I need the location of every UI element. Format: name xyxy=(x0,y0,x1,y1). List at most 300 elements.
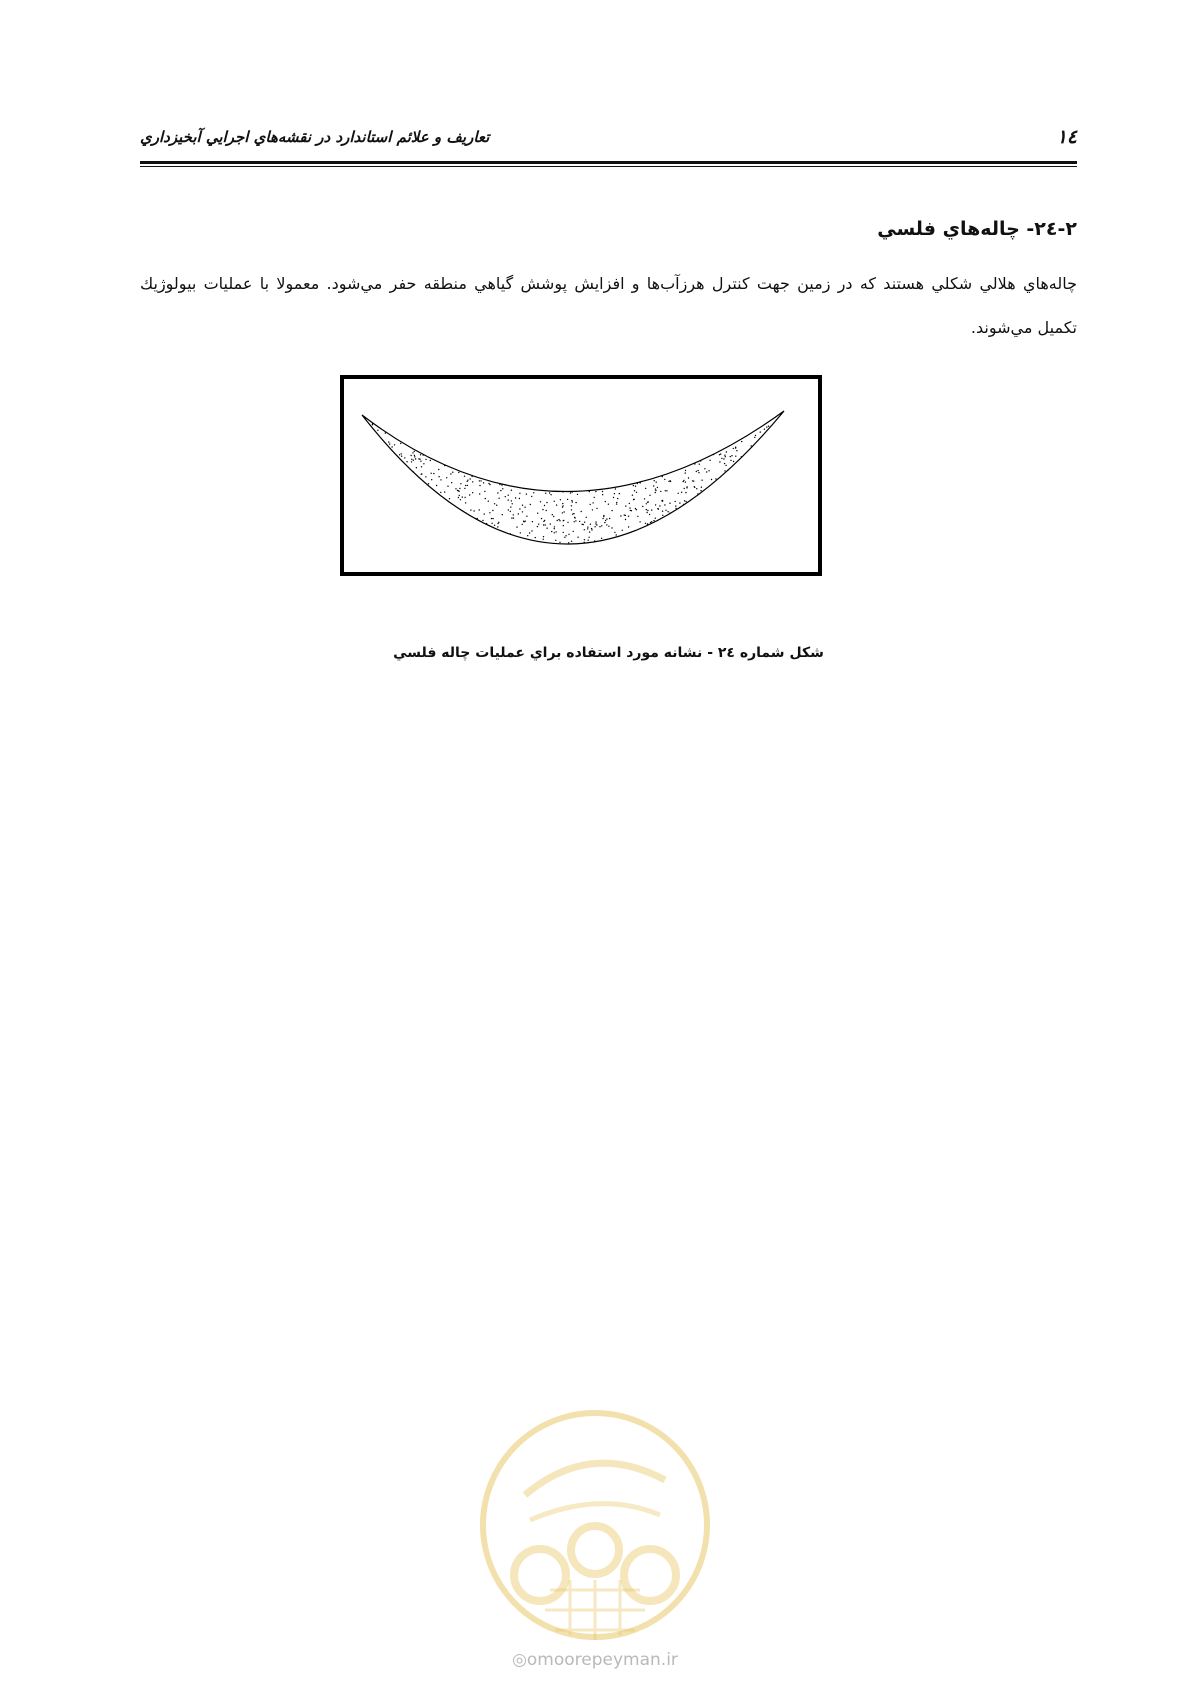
stipple-dot xyxy=(629,507,630,508)
figure-caption: شكل شماره ٢٤ - نشانه مورد استفاده براي عمليات چاله فلسي xyxy=(393,645,824,661)
stipple-dot xyxy=(511,517,512,518)
stipple-dot xyxy=(428,483,429,484)
stipple-dot xyxy=(587,528,588,529)
stipple-dot xyxy=(636,509,637,510)
stipple-dot xyxy=(634,490,635,491)
stipple-dot xyxy=(713,454,714,455)
stipple-dot xyxy=(605,501,606,502)
stipple-dot xyxy=(649,514,650,515)
stipple-dot xyxy=(545,493,546,494)
stipple-dot xyxy=(655,490,656,491)
stipple-dot xyxy=(529,532,530,533)
stipple-dot xyxy=(602,518,603,519)
stipple-dot xyxy=(701,487,702,488)
stipple-dot xyxy=(725,456,726,457)
stipple-dot xyxy=(460,499,461,500)
stipple-dot xyxy=(590,504,591,505)
stipple-dot xyxy=(633,499,634,500)
stipple-dot xyxy=(577,494,578,495)
stipple-dot xyxy=(500,490,501,491)
stipple-dot xyxy=(592,502,593,503)
stipple-dot xyxy=(564,511,565,512)
stipple-dot xyxy=(550,523,551,524)
stipple-dot xyxy=(741,441,742,442)
stipple-dot xyxy=(571,505,572,506)
stipple-dot xyxy=(685,492,686,493)
stipple-dot xyxy=(646,509,647,510)
stipple-dot xyxy=(526,516,527,517)
stipple-dot xyxy=(571,541,572,542)
stipple-dot xyxy=(595,491,596,492)
stipple-dot xyxy=(522,511,523,512)
stipple-dot xyxy=(715,478,716,479)
stipple-dot xyxy=(736,450,737,451)
header-rule-thin xyxy=(140,166,1077,167)
stipple-dot xyxy=(423,454,424,455)
stipple-dot xyxy=(606,524,607,525)
stipple-dot xyxy=(469,494,470,495)
stipple-dot xyxy=(662,511,663,512)
stipple-dot xyxy=(520,532,521,533)
stipple-dot xyxy=(574,517,575,518)
figure-frame xyxy=(342,377,820,574)
stipple-dot xyxy=(553,516,554,517)
stipple-dot xyxy=(592,509,593,510)
stipple-dot xyxy=(733,448,734,449)
stipple-dot xyxy=(751,445,752,446)
stipple-dot xyxy=(615,488,616,489)
stipple-dot xyxy=(646,503,647,504)
stipple-dot xyxy=(559,520,560,521)
stipple-dot xyxy=(684,500,685,501)
stipple-dot xyxy=(616,503,617,504)
stipple-dot xyxy=(497,526,498,527)
stipple-dot xyxy=(664,504,665,505)
stipple-dot xyxy=(496,505,497,506)
stipple-dot xyxy=(438,469,439,470)
stipple-dot xyxy=(570,492,571,493)
stipple-dot xyxy=(419,459,420,460)
stipple-dot xyxy=(657,487,658,488)
stipple-dot xyxy=(527,535,528,536)
stipple-dot xyxy=(730,460,731,461)
stipple-dot xyxy=(511,490,512,491)
stipple-dot xyxy=(556,504,557,505)
stipple-dot xyxy=(635,486,636,487)
stipple-dot xyxy=(726,451,727,452)
stipple-dot xyxy=(462,496,463,497)
stipple-dot xyxy=(438,476,439,477)
stipple-dot xyxy=(589,491,590,492)
stipple-dot xyxy=(511,500,512,501)
stipple-dot xyxy=(572,491,573,492)
stipple-dot xyxy=(505,484,506,485)
stipple-dot xyxy=(479,509,480,510)
stipple-dot xyxy=(730,456,731,457)
stipple-dot xyxy=(584,522,585,523)
stipple-dot xyxy=(451,482,452,483)
stipple-dot xyxy=(595,523,596,524)
stipple-dot xyxy=(554,532,555,533)
stipple-dot xyxy=(648,501,649,502)
stipple-dot xyxy=(647,524,648,525)
stipple-dot xyxy=(571,500,572,501)
stipple-dot xyxy=(431,479,432,480)
stipple-dot xyxy=(425,476,426,477)
stipple-dot xyxy=(735,456,736,457)
stipple-dot xyxy=(568,542,569,543)
stipple-dot xyxy=(720,453,721,454)
stipple-dot xyxy=(460,483,461,484)
stipple-dot xyxy=(484,491,485,492)
stipple-dot xyxy=(649,495,650,496)
stipple-dot xyxy=(465,502,466,503)
stipple-dot xyxy=(697,470,698,471)
stipple-dot xyxy=(472,492,473,493)
stipple-dot xyxy=(554,528,555,529)
stipple-dot xyxy=(515,497,516,498)
stipple-dot xyxy=(562,506,563,507)
stipple-dot xyxy=(471,476,472,477)
stipple-dot xyxy=(562,503,563,504)
stipple-dot xyxy=(518,513,519,514)
stipple-dot xyxy=(575,502,576,503)
stipple-dot xyxy=(479,485,480,486)
stipple-dot xyxy=(532,521,533,522)
stipple-dot xyxy=(494,503,495,504)
stipple-dot xyxy=(554,501,555,502)
stipple-dot xyxy=(563,532,564,533)
stipple-dot xyxy=(628,516,629,517)
stipple-dot xyxy=(473,510,474,511)
stipple-dot xyxy=(538,524,539,525)
stipple-dot xyxy=(391,446,392,447)
stipple-dot xyxy=(572,514,573,515)
stipple-dot xyxy=(754,437,755,438)
stipple-dot xyxy=(499,484,500,485)
stipple-dot xyxy=(431,473,432,474)
stipple-dot xyxy=(535,537,536,538)
stipple-dot xyxy=(678,493,679,494)
stipple-dot xyxy=(694,486,695,487)
stipple-dot xyxy=(564,537,565,538)
stipple-dot xyxy=(685,472,686,473)
stipple-dot xyxy=(581,511,582,512)
stipple-dot xyxy=(485,498,486,499)
stipple-dot xyxy=(505,496,506,497)
stipple-dot xyxy=(657,508,658,509)
stipple-dot xyxy=(449,498,450,499)
stipple-dot xyxy=(470,478,471,479)
omoorepeyman-seal-icon xyxy=(470,1400,720,1650)
stipple-dot xyxy=(573,531,574,532)
stipple-dot xyxy=(502,514,503,515)
stipple-dot xyxy=(545,524,546,525)
stipple-dot xyxy=(606,518,607,519)
stipple-dot xyxy=(555,540,556,541)
stipple-dot xyxy=(482,520,483,521)
stipple-dot xyxy=(683,480,684,481)
running-title: تعاريف و علائم استاندارد در نقشه‌هاي اجرايي آبخيزداري xyxy=(140,128,490,146)
stipple-dot xyxy=(694,463,695,464)
stipple-dot xyxy=(608,526,609,527)
stipple-dot xyxy=(637,516,638,517)
stipple-dot xyxy=(480,480,481,481)
stipple-dot xyxy=(552,514,553,515)
stipple-dot xyxy=(414,455,415,456)
stipple-dot xyxy=(440,492,441,493)
stipple-dot xyxy=(525,521,526,522)
stipple-dot xyxy=(651,521,652,522)
stipple-dot xyxy=(594,497,595,498)
stipple-dot xyxy=(646,512,647,513)
stipple-dot xyxy=(508,499,509,500)
section-heading: ٢-٢٤- چاله‌هاي فلسي xyxy=(877,218,1077,240)
stipple-dot xyxy=(414,451,415,452)
stipple-dot xyxy=(497,523,498,524)
stipple-dot xyxy=(603,515,604,516)
stipple-dot xyxy=(508,509,509,510)
stipple-dot xyxy=(562,491,563,492)
stipple-dot xyxy=(625,515,626,516)
stipple-dot xyxy=(622,530,623,531)
stipple-dot xyxy=(605,520,606,521)
stipple-dot xyxy=(724,470,725,471)
stipple-dot xyxy=(655,518,656,519)
stipple-dot xyxy=(562,505,563,506)
stipple-dot xyxy=(584,542,585,543)
stipple-dot xyxy=(711,479,712,480)
stipple-dot xyxy=(616,502,617,503)
stipple-dot xyxy=(614,493,615,494)
stipple-dot xyxy=(544,520,545,521)
stipple-dot xyxy=(522,505,523,506)
stipple-dot xyxy=(590,524,591,525)
stipple-dot xyxy=(510,511,511,512)
stipple-dot xyxy=(675,501,676,502)
body-paragraph: چاله‌هاي هلالي شكلي هستند كه در زمين جهت كنترل هرزآب‌ها و افزايش پوشش گياهي منطقه حفر مي‌شود. معمولا با عمليات بيولوژيك تكميل مي‌شوند. xyxy=(140,274,1077,337)
stipple-dot xyxy=(543,524,544,525)
stipple-dot xyxy=(588,540,589,541)
stipple-dot xyxy=(662,476,663,477)
stipple-dot xyxy=(755,435,756,436)
stipple-dot xyxy=(526,493,527,494)
stipple-dot xyxy=(619,493,620,494)
stipple-dot xyxy=(479,480,480,481)
stipple-dot xyxy=(421,474,422,475)
stipple-dot xyxy=(489,512,490,513)
stipple-dot xyxy=(513,514,514,515)
stipple-dot xyxy=(735,447,736,448)
stipple-dot xyxy=(401,453,402,454)
stipple-dot xyxy=(696,471,697,472)
stipple-dot xyxy=(488,483,489,484)
stipple-dot xyxy=(636,492,637,493)
stipple-dot xyxy=(635,508,636,509)
stipple-dot xyxy=(519,498,520,499)
stipple-dot xyxy=(377,430,378,431)
stipple-dot xyxy=(523,521,524,522)
stipple-dot xyxy=(683,481,684,482)
stipple-dot xyxy=(420,454,421,455)
stipple-dot xyxy=(724,455,725,456)
stipple-dot xyxy=(551,531,552,532)
stipple-dot xyxy=(546,510,547,511)
stipple-dot xyxy=(645,488,646,489)
stipple-dot xyxy=(675,505,676,506)
stipple-dot xyxy=(491,518,492,519)
stipple-dot xyxy=(562,512,563,513)
stipple-dot xyxy=(685,501,686,502)
stipple-dot xyxy=(599,526,600,527)
stipple-dot xyxy=(467,485,468,486)
stipple-dot xyxy=(731,455,732,456)
stipple-dot xyxy=(502,488,503,489)
stipple-dot xyxy=(557,520,558,521)
stipple-dot xyxy=(768,426,769,427)
stipple-dot xyxy=(388,441,389,442)
stipple-dot xyxy=(602,491,603,492)
stipple-dot xyxy=(594,540,595,541)
stipple-dot xyxy=(630,510,631,511)
stipple-dot xyxy=(660,491,661,492)
stipple-dot xyxy=(498,522,499,523)
stipple-dot xyxy=(444,491,445,492)
stipple-dot xyxy=(721,458,722,459)
stipple-dot xyxy=(414,456,415,457)
stipple-dot xyxy=(531,530,532,531)
stipple-dot xyxy=(625,505,626,506)
stipple-dot xyxy=(608,504,609,505)
stipple-dot xyxy=(611,527,612,528)
stipple-dot xyxy=(632,495,633,496)
stipple-dot xyxy=(577,537,578,538)
stipple-dot xyxy=(413,471,414,472)
stipple-dot xyxy=(467,481,468,482)
stipple-dot xyxy=(544,505,545,506)
stipple-dot xyxy=(450,473,451,474)
stipple-dot xyxy=(642,506,643,507)
stipple-dot xyxy=(704,468,705,469)
stipple-dot xyxy=(486,523,487,524)
stipple-dot xyxy=(686,487,687,488)
globe-icon: ◎ xyxy=(512,1650,527,1670)
stipple-dot xyxy=(508,495,509,496)
stipple-dot xyxy=(411,459,412,460)
stipple-dot xyxy=(764,429,765,430)
stipple-dot xyxy=(596,524,597,525)
stipple-dot xyxy=(537,526,538,527)
stipple-dot xyxy=(575,520,576,521)
stipple-dot xyxy=(522,524,523,525)
stipple-dot xyxy=(513,517,514,518)
stipple-dot xyxy=(459,488,460,489)
stipple-dot xyxy=(613,497,614,498)
stipple-dot xyxy=(595,521,596,522)
stipple-dot xyxy=(498,498,499,499)
stipple-dot xyxy=(594,526,595,527)
stipple-dot xyxy=(543,536,544,537)
stipple-dot xyxy=(516,526,517,527)
stipple-dot xyxy=(675,508,676,509)
stipple-dot xyxy=(472,481,473,482)
stipple-dot xyxy=(559,542,560,543)
stipple-dot xyxy=(549,492,550,493)
stipple-dot xyxy=(584,539,585,540)
stipple-dot xyxy=(639,521,640,522)
stipple-dot xyxy=(719,454,720,455)
stipple-dot xyxy=(546,502,547,503)
stipple-dot xyxy=(459,495,460,496)
stipple-dot xyxy=(725,465,726,466)
stipple-dot xyxy=(573,513,574,514)
stipple-dot xyxy=(683,504,684,505)
stipple-dot xyxy=(492,510,493,511)
stipple-dot xyxy=(497,492,498,493)
stipple-dot xyxy=(760,431,761,432)
stipple-dot xyxy=(452,472,453,473)
stipple-dot xyxy=(540,501,541,502)
stipple-dot xyxy=(697,493,698,494)
stipple-dot xyxy=(596,508,597,509)
stipple-dot xyxy=(665,510,666,511)
stipple-dot xyxy=(524,507,525,508)
stipple-dot xyxy=(389,443,390,444)
stipple-dot xyxy=(420,461,421,462)
stipple-dot xyxy=(662,515,663,516)
stipple-dot xyxy=(512,503,513,504)
stipple-dot xyxy=(567,522,568,523)
stipple-dot xyxy=(491,523,492,524)
stipple-dot xyxy=(488,501,489,502)
stipple-dot xyxy=(609,518,610,519)
stipple-dot xyxy=(588,537,589,538)
stipple-dot xyxy=(645,523,646,524)
stipple-dot xyxy=(584,529,585,530)
stipple-dot xyxy=(684,488,685,489)
stipple-dot xyxy=(701,480,702,481)
figure-crescent-pit-symbol xyxy=(340,375,880,625)
stipple-dot xyxy=(650,522,651,523)
stipple-dot xyxy=(688,477,689,478)
stipple-dot xyxy=(685,470,686,471)
stipple-dot xyxy=(572,501,573,502)
stipple-dot xyxy=(421,466,422,467)
stipple-dot xyxy=(394,444,395,445)
stipple-dot xyxy=(700,490,701,491)
stipple-dot xyxy=(617,498,618,499)
stipple-dot xyxy=(410,455,411,456)
stipple-dot xyxy=(611,510,612,511)
stipple-dot xyxy=(602,494,603,495)
stipple-dot xyxy=(446,477,447,478)
stipple-dot xyxy=(644,498,645,499)
stipple-dot xyxy=(647,510,648,511)
stipple-dot xyxy=(413,460,414,461)
stipple-dot xyxy=(430,460,431,461)
page-number: ١٤ xyxy=(1056,126,1077,148)
stipple-dot xyxy=(483,482,484,483)
stipple-dot xyxy=(400,443,401,444)
stipple-dot xyxy=(558,519,559,520)
stipple-dot xyxy=(568,534,569,535)
stipple-dot xyxy=(372,423,373,424)
stipple-dot xyxy=(533,492,534,493)
stipple-dot xyxy=(653,485,654,486)
stipple-dot xyxy=(709,460,710,461)
stipple-dot xyxy=(693,481,694,482)
stipple-dot xyxy=(399,454,400,455)
